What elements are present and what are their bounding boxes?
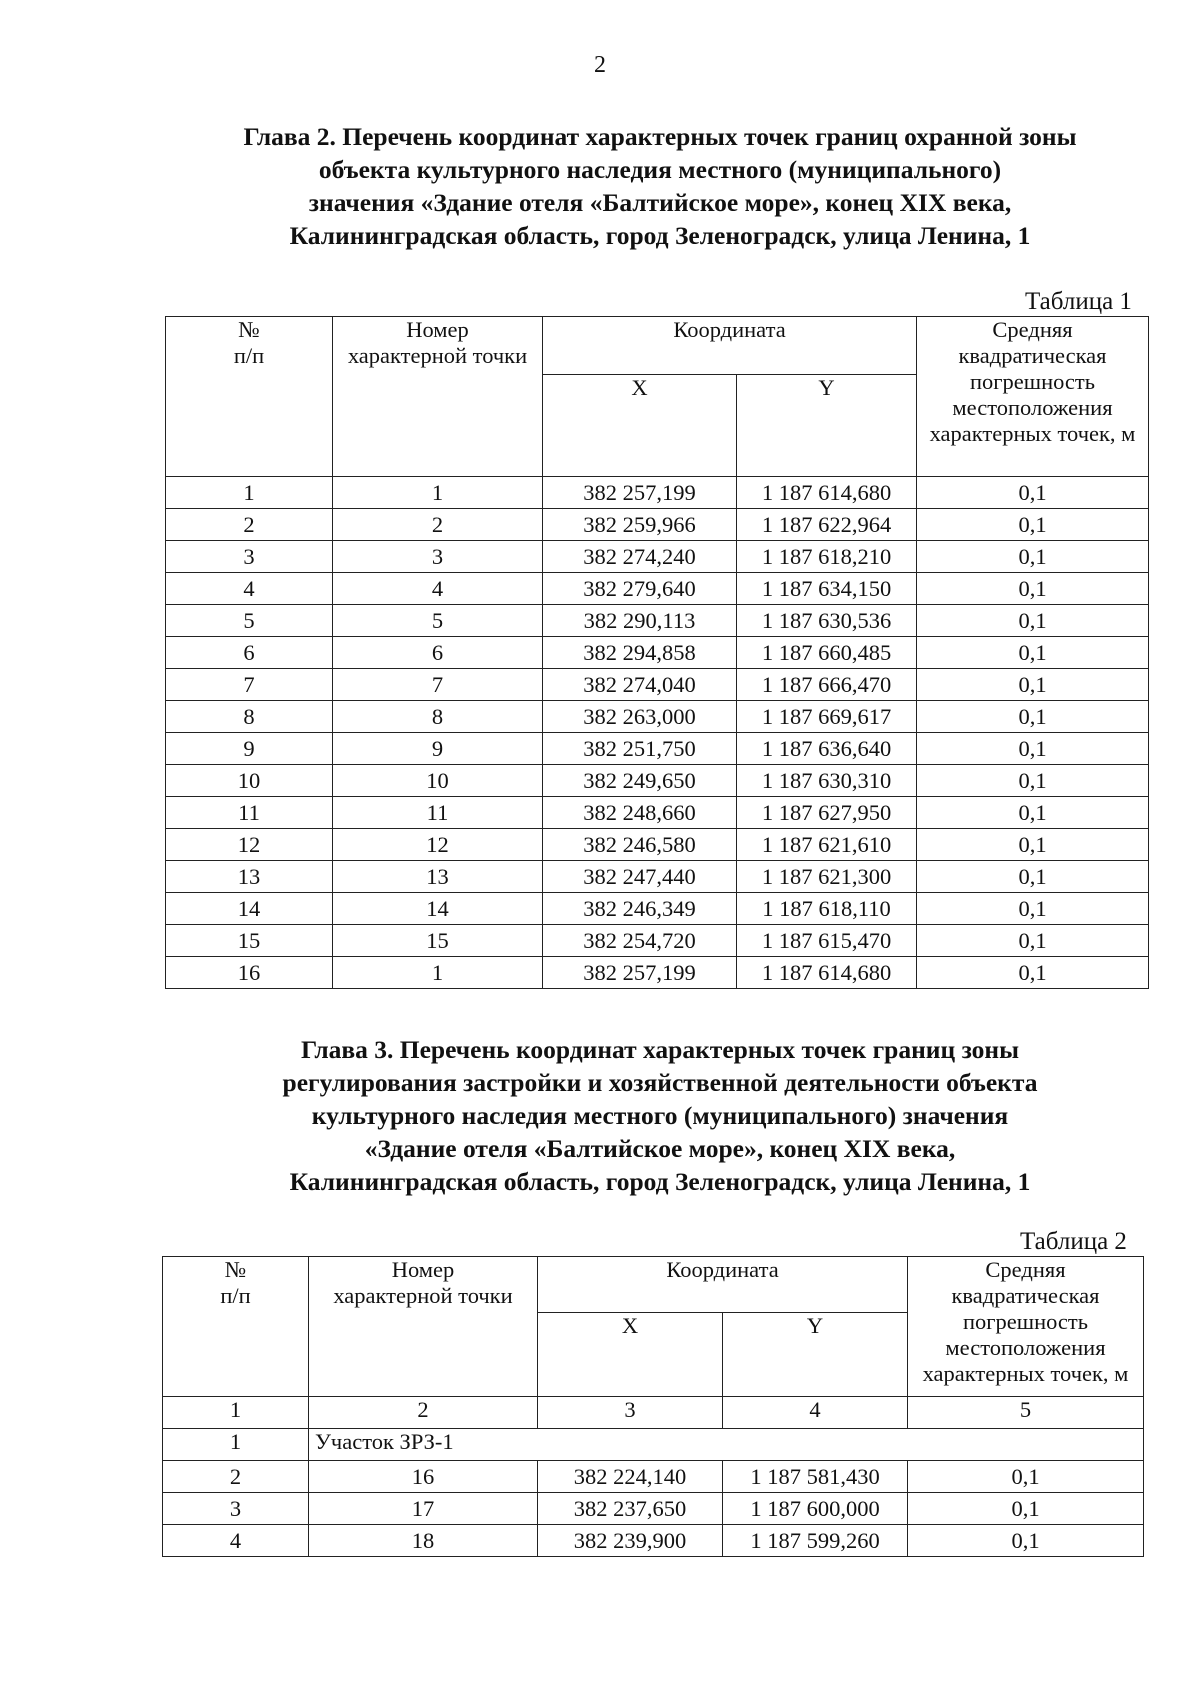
point-number-cell: 1 (333, 477, 543, 509)
point-number-cell: 14 (333, 893, 543, 925)
x-coordinate-cell: 382 247,440 (543, 861, 737, 893)
column-number: 1 (163, 1397, 309, 1429)
table-row (166, 957, 1149, 989)
point-number-cell: 1 (333, 957, 543, 989)
point-number-cell: 2 (333, 509, 543, 541)
error-cell: 0,1 (917, 861, 1149, 893)
row-number-cell: 5 (166, 605, 333, 637)
column-number: 5 (908, 1397, 1144, 1429)
header-row-number: № п/п (163, 1257, 309, 1397)
table-row (166, 733, 1149, 765)
row-number-cell: 2 (163, 1461, 309, 1493)
y-coordinate-cell: 1 187 618,110 (737, 893, 917, 925)
point-number-cell: 11 (333, 797, 543, 829)
x-coordinate-cell: 382 224,140 (538, 1461, 723, 1493)
point-number-cell: 3 (333, 541, 543, 573)
point-number-cell: 10 (333, 765, 543, 797)
header-row-number: № п/п (166, 317, 333, 477)
y-coordinate-cell: 1 187 614,680 (737, 477, 917, 509)
y-coordinate-cell: 1 187 621,610 (737, 829, 917, 861)
table-row (166, 701, 1149, 733)
row-number-cell: 11 (166, 797, 333, 829)
row-number-cell: 3 (163, 1493, 309, 1525)
table-row (166, 797, 1149, 829)
x-coordinate-cell: 382 246,349 (543, 893, 737, 925)
table-row (163, 1525, 1144, 1557)
x-coordinate-cell: 382 239,900 (538, 1525, 723, 1557)
chapter3-title (120, 1033, 1200, 1198)
row-number-cell: 8 (166, 701, 333, 733)
header-y: Y (737, 375, 917, 477)
row-number-cell: 6 (166, 637, 333, 669)
header-x: X (538, 1313, 723, 1397)
column-number: 2 (309, 1397, 538, 1429)
x-coordinate-cell: 382 290,113 (543, 605, 737, 637)
x-coordinate-cell: 382 274,240 (543, 541, 737, 573)
point-number-cell: 4 (333, 573, 543, 605)
header-coordinate: Координата (538, 1257, 908, 1313)
table-row (166, 637, 1149, 669)
error-cell: 0,1 (917, 893, 1149, 925)
y-coordinate-cell: 1 187 600,000 (723, 1493, 908, 1525)
x-coordinate-cell: 382 251,750 (543, 733, 737, 765)
error-cell: 0,1 (908, 1525, 1144, 1557)
y-coordinate-cell: 1 187 660,485 (737, 637, 917, 669)
error-cell: 0,1 (908, 1493, 1144, 1525)
x-coordinate-cell: 382 237,650 (538, 1493, 723, 1525)
y-coordinate-cell: 1 187 636,640 (737, 733, 917, 765)
error-cell: 0,1 (908, 1461, 1144, 1493)
error-cell: 0,1 (917, 509, 1149, 541)
row-number-cell: 4 (163, 1525, 309, 1557)
point-number-cell: 17 (309, 1493, 538, 1525)
error-cell: 0,1 (917, 541, 1149, 573)
x-coordinate-cell: 382 246,580 (543, 829, 737, 861)
chapter3-title-line: «Здание отеля «Балтийское море», конец XIX века, (364, 1134, 956, 1163)
table-row (163, 1461, 1144, 1493)
y-coordinate-cell: 1 187 669,617 (737, 701, 917, 733)
x-coordinate-cell: 382 294,858 (543, 637, 737, 669)
table-row (166, 669, 1149, 701)
row-number-cell: 14 (166, 893, 333, 925)
header-y: Y (723, 1313, 908, 1397)
chapter3-title-line: регулирования застройки и хозяйственной деятельности объекта (282, 1068, 1038, 1097)
error-cell: 0,1 (917, 477, 1149, 509)
table-row (166, 573, 1149, 605)
x-coordinate-cell: 382 274,040 (543, 669, 737, 701)
section-title: Участок ЗРЗ-1 (309, 1429, 1144, 1461)
row-number-cell: 15 (166, 925, 333, 957)
table2 (162, 1256, 1144, 1557)
row-number-cell: 4 (166, 573, 333, 605)
point-number-cell: 15 (333, 925, 543, 957)
chapter2-title-line: Калининградская область, город Зеленоградск, улица Ленина, 1 (289, 221, 1031, 250)
table-row (166, 605, 1149, 637)
y-coordinate-cell: 1 187 615,470 (737, 925, 917, 957)
row-number-cell: 10 (166, 765, 333, 797)
chapter3-title-line: культурного наследия местного (муниципального) значения (311, 1101, 1009, 1130)
point-number-cell: 13 (333, 861, 543, 893)
header-point-number: Номер характерной точки (309, 1257, 538, 1397)
x-coordinate-cell: 382 257,199 (543, 477, 737, 509)
y-coordinate-cell: 1 187 630,536 (737, 605, 917, 637)
point-number-cell: 12 (333, 829, 543, 861)
table-row (166, 925, 1149, 957)
header-error: Средняя квадратическая погрешность местоположения характерных точек, м (908, 1257, 1144, 1397)
x-coordinate-cell: 382 248,660 (543, 797, 737, 829)
table-row (166, 861, 1149, 893)
table-row (166, 765, 1149, 797)
error-cell: 0,1 (917, 637, 1149, 669)
y-coordinate-cell: 1 187 581,430 (723, 1461, 908, 1493)
y-coordinate-cell: 1 187 634,150 (737, 573, 917, 605)
header-point-number: Номер характерной точки (333, 317, 543, 477)
point-number-cell: 6 (333, 637, 543, 669)
point-number-cell: 5 (333, 605, 543, 637)
table-row (166, 893, 1149, 925)
error-cell: 0,1 (917, 925, 1149, 957)
table-row (166, 541, 1149, 573)
y-coordinate-cell: 1 187 618,210 (737, 541, 917, 573)
point-number-cell: 18 (309, 1525, 538, 1557)
chapter3-title-line: Глава 3. Перечень координат характерных точек границ зоны (300, 1035, 1020, 1064)
x-coordinate-cell: 382 249,650 (543, 765, 737, 797)
x-coordinate-cell: 382 279,640 (543, 573, 737, 605)
y-coordinate-cell: 1 187 621,300 (737, 861, 917, 893)
point-number-cell: 9 (333, 733, 543, 765)
table-row (166, 829, 1149, 861)
table1 (165, 316, 1149, 989)
error-cell: 0,1 (917, 829, 1149, 861)
row-number-cell: 2 (166, 509, 333, 541)
x-coordinate-cell: 382 263,000 (543, 701, 737, 733)
table-row (163, 1493, 1144, 1525)
y-coordinate-cell: 1 187 622,964 (737, 509, 917, 541)
point-number-cell: 7 (333, 669, 543, 701)
y-coordinate-cell: 1 187 630,310 (737, 765, 917, 797)
error-cell: 0,1 (917, 733, 1149, 765)
chapter2-title-line: Глава 2. Перечень координат характерных точек границ охранной зоны (243, 122, 1077, 151)
row-number-cell: 13 (166, 861, 333, 893)
table-row (166, 477, 1149, 509)
chapter2-title (120, 120, 1200, 252)
header-x: X (543, 375, 737, 477)
x-coordinate-cell: 382 259,966 (543, 509, 737, 541)
table2-caption: Таблица 2 (1020, 1228, 1127, 1255)
chapter2-title-line: объекта культурного наследия местного (муниципального) (318, 155, 1002, 184)
y-coordinate-cell: 1 187 627,950 (737, 797, 917, 829)
error-cell: 0,1 (917, 669, 1149, 701)
point-number-cell: 8 (333, 701, 543, 733)
y-coordinate-cell: 1 187 614,680 (737, 957, 917, 989)
error-cell: 0,1 (917, 605, 1149, 637)
x-coordinate-cell: 382 254,720 (543, 925, 737, 957)
row-number-cell: 16 (166, 957, 333, 989)
column-number: 4 (723, 1397, 908, 1429)
chapter2-title-line: значения «Здание отеля «Балтийское море», конец XIX века, (308, 188, 1012, 217)
error-cell: 0,1 (917, 765, 1149, 797)
row-number-cell: 3 (166, 541, 333, 573)
row-number-cell: 7 (166, 669, 333, 701)
row-number-cell: 1 (166, 477, 333, 509)
header-coordinate: Координата (543, 317, 917, 375)
point-number-cell: 16 (309, 1461, 538, 1493)
row-number-cell: 9 (166, 733, 333, 765)
page-number: 2 (594, 52, 606, 78)
error-cell: 0,1 (917, 957, 1149, 989)
column-number: 3 (538, 1397, 723, 1429)
section-row-number: 1 (163, 1429, 309, 1461)
table-row (166, 509, 1149, 541)
x-coordinate-cell: 382 257,199 (543, 957, 737, 989)
error-cell: 0,1 (917, 797, 1149, 829)
y-coordinate-cell: 1 187 599,260 (723, 1525, 908, 1557)
header-error: Средняя квадратическая погрешность местоположения характерных точек, м (917, 317, 1149, 477)
error-cell: 0,1 (917, 573, 1149, 605)
table1-caption: Таблица 1 (1025, 288, 1132, 315)
error-cell: 0,1 (917, 701, 1149, 733)
chapter3-title-line: Калининградская область, город Зеленоградск, улица Ленина, 1 (289, 1167, 1031, 1196)
row-number-cell: 12 (166, 829, 333, 861)
y-coordinate-cell: 1 187 666,470 (737, 669, 917, 701)
